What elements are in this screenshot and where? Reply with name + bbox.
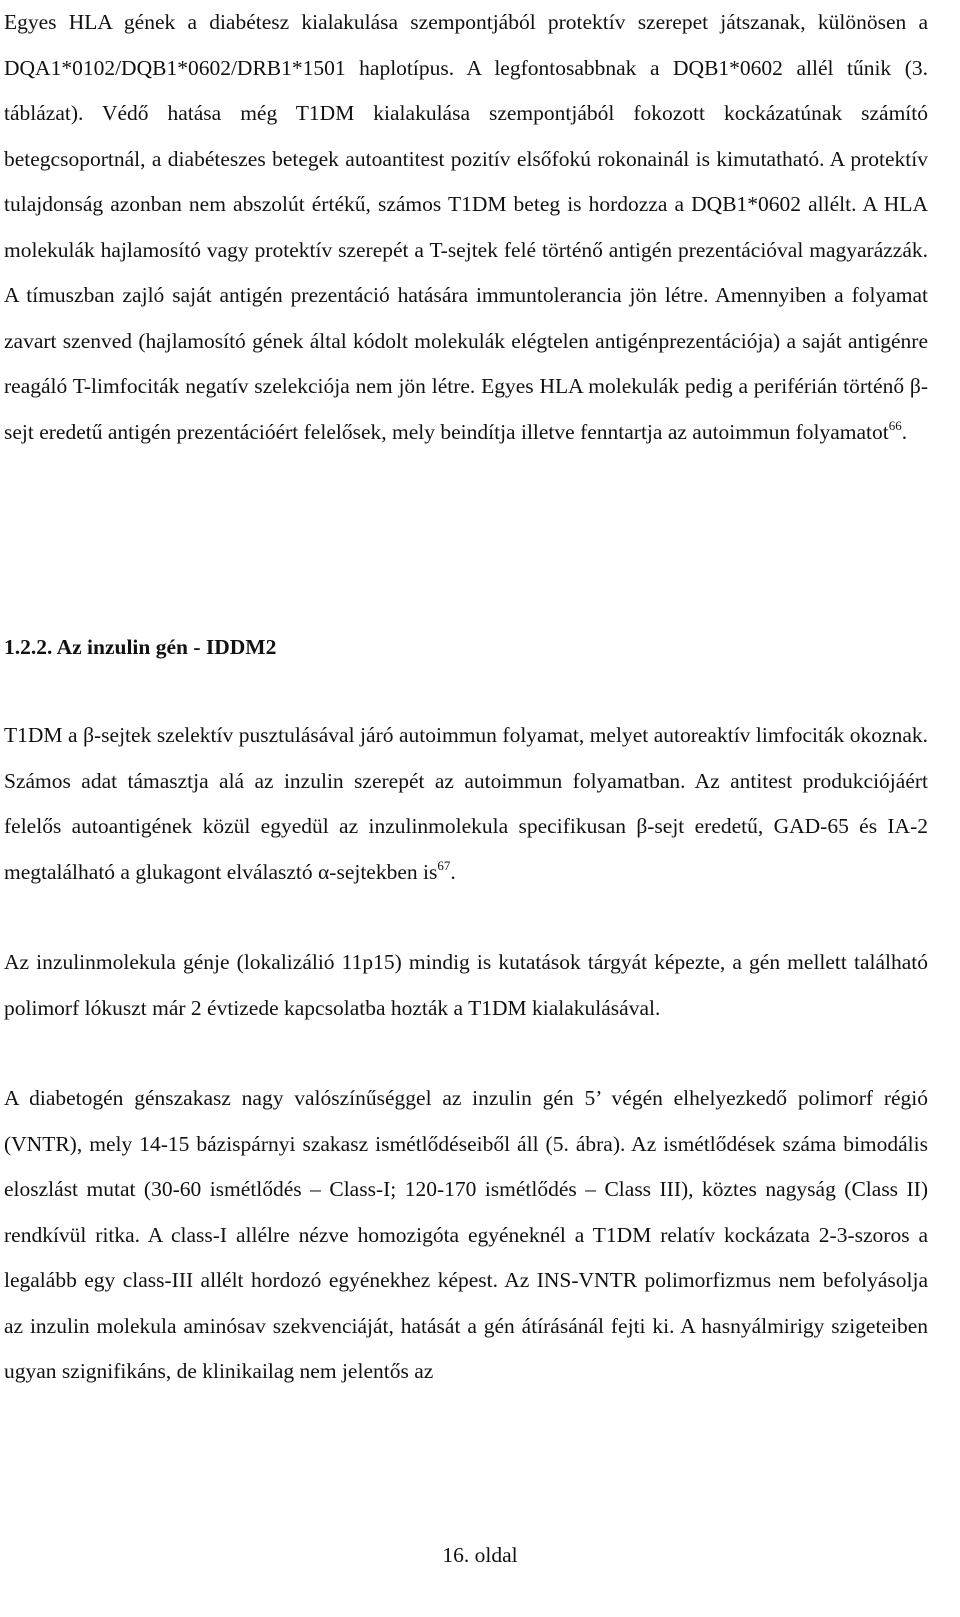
paragraph-insulin-gene: [4, 940, 928, 1031]
paragraph-t1dm-autoimmune: [4, 713, 928, 895]
paragraph-vntr: [4, 1076, 928, 1395]
paragraph-end: .: [450, 859, 456, 884]
page-number: 16. oldal: [442, 1543, 518, 1567]
paragraph-text: A diabetogén génszakasz nagy valószínűséggel az inzulin gén 5’ végén elhelyezkedő polimorf régió (VNTR), mely 14-15 bázispárnyi szakasz ismétlődéseiből áll (5. ábra). Az ismétlődések száma bimodális eloszlást mutat (30-60 ismétlődés – Class-I; 120-170 ismétlődés – Class III), köztes nagyság (Class II) rendkívül ritka. A class-I allélre nézve homozigóta egyéneknél a T1DM relatív kockázata 2-3-szoros a legalább egy class-III allélt hordozó egyénekhez képest. Az INS-VNTR polimorfizmus nem befolyásolja az inzulin molekula aminósav szekvenciáját, hatását a gén átírásánál fejti ki. A hasnyálmirigy szigeteiben ugyan szignifikáns, de klinikailag nem jelentős az: [4, 1086, 928, 1383]
paragraph-text: Az inzulinmolekula génje (lokalizálió 11p15) mindig is kutatások tárgyát képezte, a gén mellett található polimorf lókuszt már 2 évtizede kapcsolatba hozták a T1DM kialakulásával.: [4, 950, 928, 1020]
paragraph-hla-protective: [4, 0, 928, 455]
reference-superscript: 66: [888, 417, 902, 433]
reference-superscript: 67: [437, 857, 451, 873]
paragraph-text: Egyes HLA gének a diabétesz kialakulása szempontjából protektív szerepet játszanak, különösen a DQA1*0102/DQB1*0602/DRB1*1501 haplotípus. A legfontosabbnak a DQB1*0602 allél tűnik (3. táblázat). Védő hatása még T1DM kialakulása szempontjából fokozott kockázatúnak számító betegcsoportnál, a diabéteszes betegek autoantitest pozitív elsőfokú rokonainál is kimutatható. A protektív tulajdonság azonban nem abszolút értékű, számos T1DM beteg is hordozza a DQB1*0602 allélt. A HLA molekulák hajlamosító vagy protektív szerepét a T-sejtek felé történő antigén prezentációval magyarázzák. A tímuszban zajló saját antigén prezentáció hatására immuntolerancia jön létre. Amennyiben a folyamat zavart szenved (hajlamosító gének által kódolt molekulák elégtelen antigénprezentációja) a saját antigénre reagáló T-limfociták negatív szelekciója nem jön létre. Egyes HLA molekulák pedig a periférián történő β-sejt eredetű antigén prezentációért felelősek, mely beindítja illetve fenntartja az autoimmun folyamatot: [4, 10, 928, 444]
section-heading: 1.2.2. Az inzulin gén - IDDM2: [4, 635, 277, 659]
paragraph-text: T1DM a β-sejtek szelektív pusztulásával járó autoimmun folyamat, melyet autoreaktív limfociták okoznak. Számos adat támasztja alá az inzulin szerepét az autoimmun folyamatban. Az antitest produkciójáért felelős autoantigének közül egyedül az inzulinmolekula specifikusan β-sejt eredetű, GAD-65 és IA-2 megtalálható a glukagont elválasztó α-sejtekben is: [4, 723, 928, 884]
paragraph-end: .: [901, 419, 908, 444]
